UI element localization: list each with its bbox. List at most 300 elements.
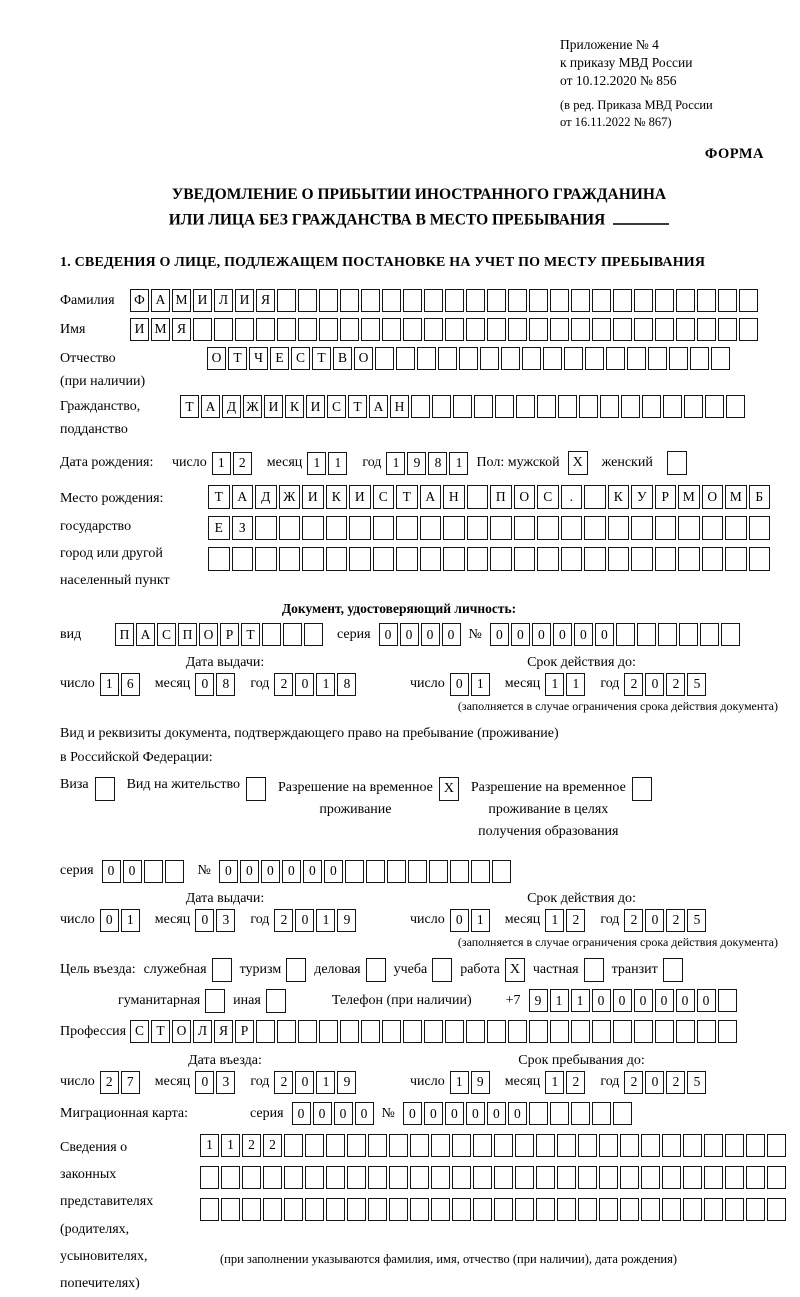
form-cell[interactable] [584,547,606,571]
form-cell[interactable] [396,347,415,370]
purpose-study-checkbox[interactable] [432,958,452,982]
form-cell[interactable]: М [172,289,191,312]
form-cell[interactable]: О [354,347,373,370]
form-cell[interactable] [452,1134,471,1157]
form-cell[interactable] [459,347,478,370]
form-cell[interactable]: 0 [295,1071,314,1094]
form-cell[interactable]: 2 [666,1071,685,1094]
sex-female-checkbox[interactable] [667,451,687,475]
form-cell[interactable] [474,395,493,418]
form-cell[interactable]: 0 [195,1071,214,1094]
form-cell[interactable] [515,1198,534,1221]
form-cell[interactable] [655,289,674,312]
form-cell[interactable] [705,395,724,418]
form-cell[interactable] [599,1134,618,1157]
form-cell[interactable] [366,860,385,883]
form-cell[interactable] [641,1198,660,1221]
form-cell[interactable]: 0 [403,1102,422,1125]
form-cell[interactable] [634,1020,653,1043]
form-cell[interactable] [749,547,771,571]
form-cell[interactable] [326,547,348,571]
form-cell[interactable]: И [193,289,212,312]
form-cell[interactable] [473,1198,492,1221]
form-cell[interactable] [606,347,625,370]
form-cell[interactable]: 1 [100,673,119,696]
form-cell[interactable]: 1 [471,673,490,696]
form-cell[interactable]: 0 [424,1102,443,1125]
form-cell[interactable]: М [725,485,747,509]
form-cell[interactable]: И [264,395,283,418]
form-cell[interactable] [165,860,184,883]
form-cell[interactable] [746,1198,765,1221]
form-cell[interactable]: 0 [379,623,398,646]
form-cell[interactable]: 0 [102,860,121,883]
form-cell[interactable]: 1 [471,909,490,932]
form-cell[interactable] [319,318,338,341]
form-cell[interactable] [529,1020,548,1043]
form-cell[interactable] [263,1198,282,1221]
form-cell[interactable]: 5 [687,1071,706,1094]
form-cell[interactable] [417,347,436,370]
form-cell[interactable] [613,1020,632,1043]
form-cell[interactable] [480,347,499,370]
form-cell[interactable] [514,547,536,571]
form-cell[interactable] [508,289,527,312]
form-cell[interactable] [368,1134,387,1157]
form-cell[interactable] [420,547,442,571]
form-cell[interactable]: Я [256,289,275,312]
form-cell[interactable] [662,1198,681,1221]
form-cell[interactable] [684,395,703,418]
form-cell[interactable] [443,547,465,571]
form-cell[interactable] [613,318,632,341]
form-cell[interactable]: 0 [445,1102,464,1125]
form-cell[interactable] [584,516,606,540]
form-cell[interactable] [467,547,489,571]
form-cell[interactable] [683,1134,702,1157]
form-cell[interactable] [749,516,771,540]
form-cell[interactable] [302,547,324,571]
form-cell[interactable] [704,1198,723,1221]
form-cell[interactable] [746,1134,765,1157]
form-cell[interactable] [592,318,611,341]
form-cell[interactable] [529,1102,548,1125]
form-cell[interactable]: 1 [566,673,585,696]
purpose-other-checkbox[interactable] [266,989,286,1013]
form-cell[interactable] [663,395,682,418]
form-cell[interactable] [452,1166,471,1189]
form-cell[interactable] [319,289,338,312]
form-cell[interactable] [340,318,359,341]
form-cell[interactable] [725,1134,744,1157]
form-cell[interactable] [767,1198,786,1221]
form-cell[interactable] [655,547,677,571]
form-cell[interactable]: Т [208,485,230,509]
form-cell[interactable]: Я [214,1020,233,1043]
form-cell[interactable]: 0 [442,623,461,646]
form-cell[interactable]: 0 [595,623,614,646]
form-cell[interactable] [235,318,254,341]
form-cell[interactable] [452,1198,471,1221]
form-cell[interactable]: 2 [624,1071,643,1094]
form-cell[interactable] [608,516,630,540]
form-cell[interactable] [579,395,598,418]
form-cell[interactable] [429,860,448,883]
form-cell[interactable]: 1 [221,1134,240,1157]
form-cell[interactable] [373,516,395,540]
form-cell[interactable] [467,485,489,509]
purpose-business-checkbox[interactable] [366,958,386,982]
form-cell[interactable] [490,547,512,571]
form-cell[interactable] [631,547,653,571]
form-cell[interactable] [620,1198,639,1221]
form-cell[interactable]: С [327,395,346,418]
form-cell[interactable] [494,1134,513,1157]
form-cell[interactable]: С [373,485,395,509]
form-cell[interactable]: 8 [428,452,447,475]
form-cell[interactable]: 1 [121,909,140,932]
form-cell[interactable]: 0 [634,989,653,1012]
form-cell[interactable] [592,1020,611,1043]
form-cell[interactable] [389,1134,408,1157]
form-cell[interactable]: 6 [121,673,140,696]
form-cell[interactable] [600,395,619,418]
form-cell[interactable] [592,289,611,312]
form-cell[interactable]: П [178,623,197,646]
visa-checkbox[interactable] [95,777,115,801]
form-cell[interactable] [561,516,583,540]
form-cell[interactable] [304,623,323,646]
form-cell[interactable]: С [537,485,559,509]
form-cell[interactable]: 1 [316,1071,335,1094]
form-cell[interactable]: 0 [219,860,238,883]
form-cell[interactable] [298,1020,317,1043]
form-cell[interactable] [326,1198,345,1221]
form-cell[interactable] [262,623,281,646]
form-cell[interactable] [550,318,569,341]
form-cell[interactable] [641,1166,660,1189]
form-cell[interactable]: 2 [242,1134,261,1157]
form-cell[interactable] [718,289,737,312]
form-cell[interactable] [487,289,506,312]
form-cell[interactable] [678,516,700,540]
form-cell[interactable]: 0 [645,673,664,696]
form-cell[interactable] [725,547,747,571]
form-cell[interactable]: 1 [545,909,564,932]
form-cell[interactable] [284,1166,303,1189]
form-cell[interactable] [431,1198,450,1221]
form-cell[interactable] [375,347,394,370]
form-cell[interactable] [599,1166,618,1189]
form-cell[interactable]: Б [749,485,771,509]
purpose-work-checkbox[interactable]: X [505,958,525,982]
form-cell[interactable] [389,1166,408,1189]
form-cell[interactable] [361,1020,380,1043]
form-cell[interactable] [558,395,577,418]
form-cell[interactable] [431,1134,450,1157]
form-cell[interactable]: 2 [274,673,293,696]
form-cell[interactable] [284,1198,303,1221]
purpose-tourism-checkbox[interactable] [286,958,306,982]
form-cell[interactable]: 5 [687,909,706,932]
form-cell[interactable] [263,1166,282,1189]
form-cell[interactable] [445,1020,464,1043]
form-cell[interactable] [340,289,359,312]
form-cell[interactable] [662,1134,681,1157]
form-cell[interactable]: Ч [249,347,268,370]
form-cell[interactable] [193,318,212,341]
form-cell[interactable] [536,1134,555,1157]
form-cell[interactable] [424,289,443,312]
form-cell[interactable]: 2 [274,909,293,932]
form-cell[interactable]: Д [255,485,277,509]
form-cell[interactable]: 3 [216,909,235,932]
form-cell[interactable]: О [207,347,226,370]
form-cell[interactable] [387,860,406,883]
form-cell[interactable]: А [136,623,155,646]
form-cell[interactable] [746,1166,765,1189]
form-cell[interactable]: П [115,623,134,646]
form-cell[interactable]: 0 [355,1102,374,1125]
form-cell[interactable] [256,1020,275,1043]
form-cell[interactable] [382,289,401,312]
form-cell[interactable] [200,1198,219,1221]
form-cell[interactable] [616,623,635,646]
form-cell[interactable]: И [235,289,254,312]
form-cell[interactable] [571,289,590,312]
form-cell[interactable]: 0 [645,909,664,932]
form-cell[interactable] [277,318,296,341]
form-cell[interactable] [655,318,674,341]
form-cell[interactable]: Т [228,347,247,370]
form-cell[interactable]: 1 [316,909,335,932]
form-cell[interactable] [466,318,485,341]
temp-residence-checkbox[interactable]: X [439,777,459,801]
form-cell[interactable] [208,547,230,571]
form-cell[interactable]: 0 [487,1102,506,1125]
form-cell[interactable]: О [199,623,218,646]
form-cell[interactable]: Н [390,395,409,418]
form-cell[interactable]: 0 [261,860,280,883]
form-cell[interactable] [432,395,451,418]
form-cell[interactable]: Ж [279,485,301,509]
form-cell[interactable] [410,1198,429,1221]
form-cell[interactable] [678,547,700,571]
form-cell[interactable]: Е [208,516,230,540]
form-cell[interactable] [495,395,514,418]
form-cell[interactable]: 1 [545,1071,564,1094]
form-cell[interactable] [445,289,464,312]
form-cell[interactable] [634,318,653,341]
form-cell[interactable]: П [490,485,512,509]
form-cell[interactable] [420,516,442,540]
form-cell[interactable] [298,318,317,341]
form-cell[interactable] [490,516,512,540]
form-cell[interactable] [487,318,506,341]
form-cell[interactable] [739,289,758,312]
edu-residence-checkbox[interactable] [632,777,652,801]
form-cell[interactable]: 2 [566,1071,585,1094]
form-cell[interactable] [403,1020,422,1043]
form-cell[interactable] [543,347,562,370]
form-cell[interactable] [349,516,371,540]
form-cell[interactable] [302,516,324,540]
form-cell[interactable]: О [172,1020,191,1043]
form-cell[interactable] [550,1020,569,1043]
form-cell[interactable]: 0 [100,909,119,932]
form-cell[interactable] [718,318,737,341]
form-cell[interactable] [396,516,418,540]
form-cell[interactable] [467,516,489,540]
form-cell[interactable] [683,1198,702,1221]
form-cell[interactable]: 0 [574,623,593,646]
form-cell[interactable] [326,1166,345,1189]
form-cell[interactable]: 0 [508,1102,527,1125]
form-cell[interactable] [711,347,730,370]
form-cell[interactable] [613,289,632,312]
form-cell[interactable] [424,1020,443,1043]
sex-male-checkbox[interactable]: X [568,451,588,475]
form-cell[interactable]: З [232,516,254,540]
form-cell[interactable] [508,1020,527,1043]
form-cell[interactable]: 2 [233,452,252,475]
form-cell[interactable]: 1 [550,989,569,1012]
form-cell[interactable] [690,347,709,370]
form-cell[interactable] [368,1198,387,1221]
form-cell[interactable]: 9 [337,1071,356,1094]
form-cell[interactable]: К [285,395,304,418]
form-cell[interactable] [676,289,695,312]
form-cell[interactable] [368,1166,387,1189]
form-cell[interactable]: 0 [450,673,469,696]
form-cell[interactable]: 0 [490,623,509,646]
form-cell[interactable] [431,1166,450,1189]
form-cell[interactable]: 0 [123,860,142,883]
form-cell[interactable] [361,289,380,312]
form-cell[interactable] [508,318,527,341]
form-cell[interactable] [255,547,277,571]
form-cell[interactable]: 2 [274,1071,293,1094]
form-cell[interactable]: Ф [130,289,149,312]
form-cell[interactable] [515,1166,534,1189]
form-cell[interactable]: 0 [553,623,572,646]
form-cell[interactable] [637,623,656,646]
form-cell[interactable] [767,1166,786,1189]
form-cell[interactable]: Ж [243,395,262,418]
form-cell[interactable]: 0 [421,623,440,646]
form-cell[interactable] [571,1102,590,1125]
form-cell[interactable] [683,1166,702,1189]
form-cell[interactable]: 0 [295,673,314,696]
form-cell[interactable] [641,1134,660,1157]
form-cell[interactable] [620,1166,639,1189]
form-cell[interactable]: 1 [212,452,231,475]
form-cell[interactable] [725,516,747,540]
form-cell[interactable]: . [561,485,583,509]
form-cell[interactable] [319,1020,338,1043]
form-cell[interactable] [347,1166,366,1189]
form-cell[interactable] [571,1020,590,1043]
form-cell[interactable]: А [151,289,170,312]
form-cell[interactable] [473,1166,492,1189]
form-cell[interactable] [529,318,548,341]
form-cell[interactable] [242,1198,261,1221]
form-cell[interactable]: 2 [666,909,685,932]
form-cell[interactable] [557,1166,576,1189]
form-cell[interactable]: Н [443,485,465,509]
form-cell[interactable]: У [631,485,653,509]
form-cell[interactable]: И [349,485,371,509]
form-cell[interactable] [326,516,348,540]
form-cell[interactable] [516,395,535,418]
form-cell[interactable] [537,516,559,540]
form-cell[interactable] [725,1166,744,1189]
form-cell[interactable]: 0 [324,860,343,883]
form-cell[interactable] [256,318,275,341]
form-cell[interactable] [557,1134,576,1157]
form-cell[interactable]: 9 [407,452,426,475]
form-cell[interactable]: Т [180,395,199,418]
form-cell[interactable] [599,1198,618,1221]
form-cell[interactable]: 2 [566,909,585,932]
form-cell[interactable] [725,1198,744,1221]
form-cell[interactable]: 0 [450,909,469,932]
form-cell[interactable] [389,1198,408,1221]
form-cell[interactable]: И [302,485,324,509]
form-cell[interactable] [529,289,548,312]
form-cell[interactable]: 0 [334,1102,353,1125]
form-cell[interactable]: 1 [571,989,590,1012]
form-cell[interactable]: 0 [511,623,530,646]
form-cell[interactable] [453,395,472,418]
form-cell[interactable] [305,1134,324,1157]
form-cell[interactable] [255,516,277,540]
form-cell[interactable] [450,860,469,883]
form-cell[interactable] [557,1198,576,1221]
form-cell[interactable] [536,1166,555,1189]
form-cell[interactable] [347,1134,366,1157]
form-cell[interactable]: Я [172,318,191,341]
form-cell[interactable]: О [514,485,536,509]
form-cell[interactable]: 1 [307,452,326,475]
form-cell[interactable] [767,1134,786,1157]
form-cell[interactable]: И [130,318,149,341]
form-cell[interactable] [242,1166,261,1189]
form-cell[interactable]: 0 [292,1102,311,1125]
form-cell[interactable] [537,395,556,418]
form-cell[interactable]: 9 [471,1071,490,1094]
form-cell[interactable]: 1 [328,452,347,475]
form-cell[interactable] [410,1166,429,1189]
form-cell[interactable] [608,547,630,571]
form-cell[interactable] [642,395,661,418]
form-cell[interactable] [578,1198,597,1221]
form-cell[interactable]: Т [396,485,418,509]
form-cell[interactable]: 1 [316,673,335,696]
form-cell[interactable]: 0 [676,989,695,1012]
form-cell[interactable] [697,289,716,312]
form-cell[interactable] [515,1134,534,1157]
form-cell[interactable]: 0 [613,989,632,1012]
form-cell[interactable]: Р [235,1020,254,1043]
form-cell[interactable] [373,547,395,571]
form-cell[interactable] [232,547,254,571]
form-cell[interactable]: 0 [592,989,611,1012]
form-cell[interactable] [550,1102,569,1125]
form-cell[interactable] [726,395,745,418]
form-cell[interactable] [620,1134,639,1157]
form-cell[interactable]: 1 [450,1071,469,1094]
